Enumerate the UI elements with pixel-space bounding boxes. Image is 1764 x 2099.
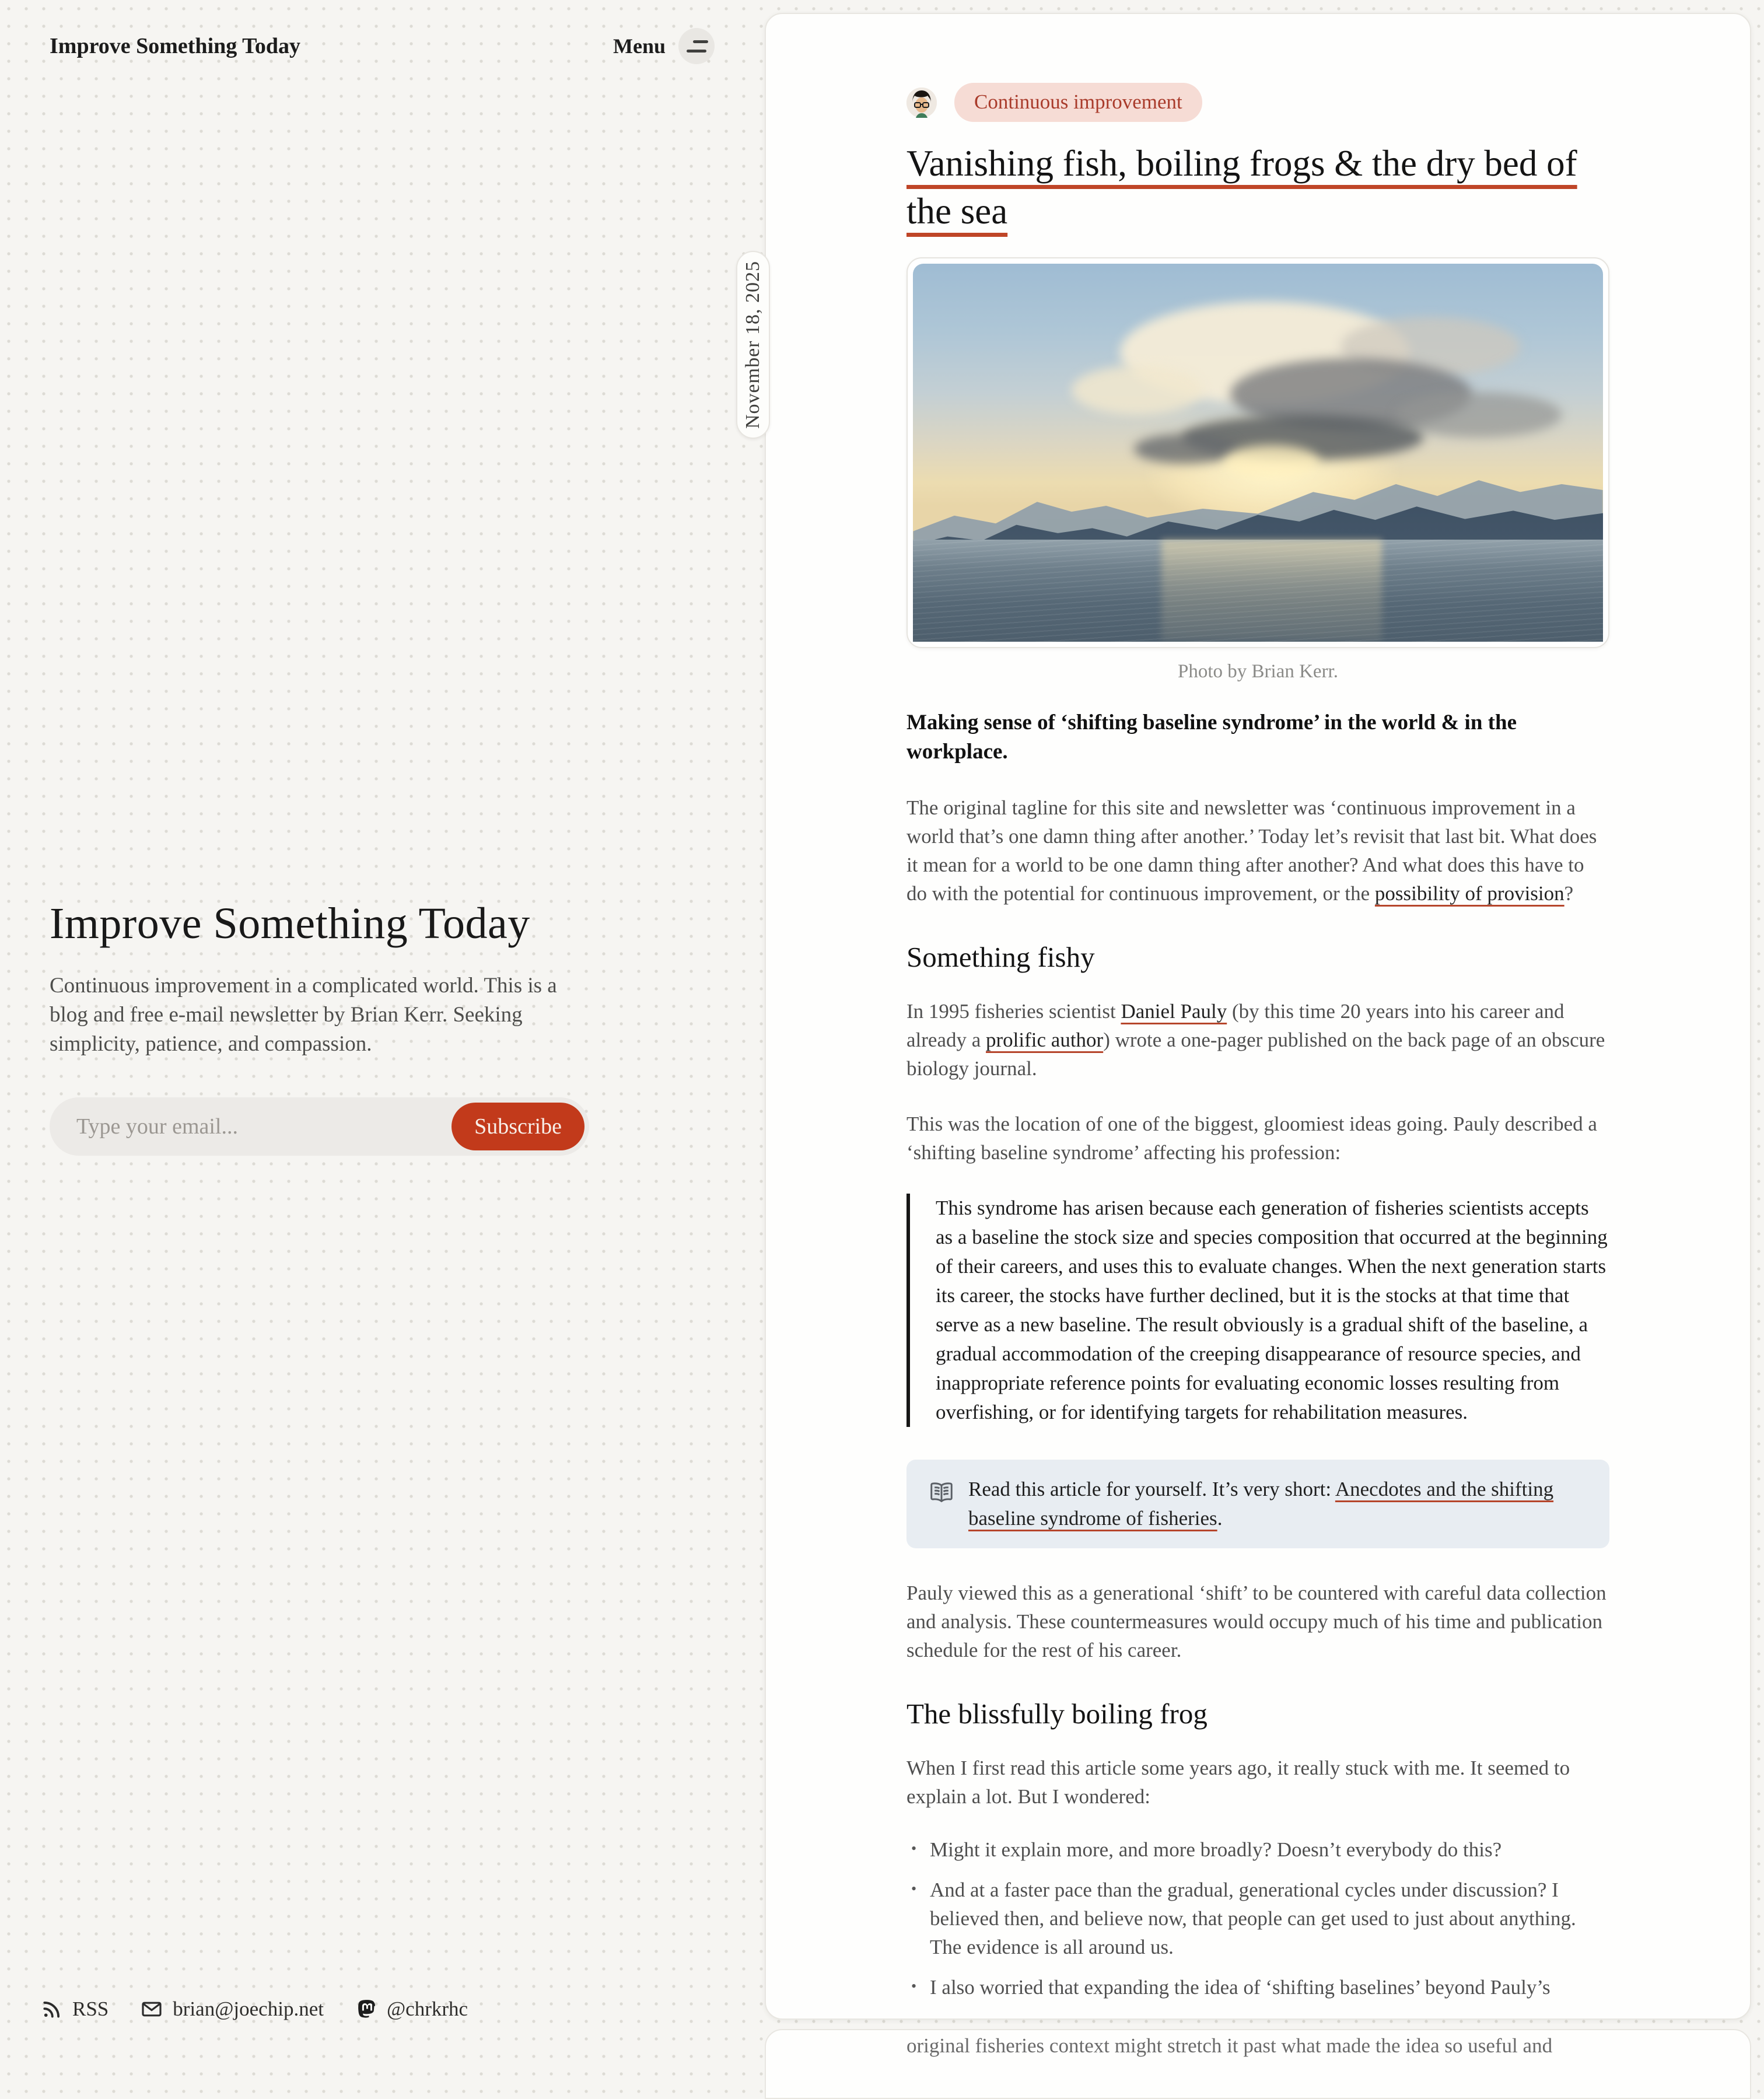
menu-label[interactable]: Menu <box>613 34 666 58</box>
mastodon-icon <box>355 1998 377 2020</box>
rss-link[interactable] <box>41 1997 108 2021</box>
post-date-tab <box>736 251 770 439</box>
wondered-list <box>907 1835 1609 2002</box>
fishy-paragraph-2: This was the location of one of the biggest, gloomiest ideas going. Pauly described a ‘shifting baseline syndrome’ affecting his profession: <box>907 1113 1597 1164</box>
post-title-link[interactable]: Vanishing fish, boiling frogs & the dry bed of the sea <box>907 143 1577 232</box>
text-segment: Read this article for yourself. It’s very short: <box>968 1478 1335 1500</box>
site-header <box>50 28 715 64</box>
subscribe-button[interactable]: Subscribe <box>452 1103 584 1150</box>
site-title: Improve Something Today <box>50 34 301 58</box>
post-photo-frame <box>907 257 1609 648</box>
inline-link[interactable]: Daniel Pauly <box>1121 1000 1227 1023</box>
mastodon-link[interactable] <box>355 1997 468 2021</box>
text-segment: ? <box>1564 882 1574 905</box>
text-segment: (by this time 20 years into his career and already a <box>907 1000 1564 1051</box>
rss-label: RSS <box>72 1997 109 2020</box>
text-segment: The original tagline for this site and newsletter was ‘continuous improvement in a world that’s one damn thing after another.’ Today let’s revisit that last bit. What does it mean for a world to be one damn thing after another? And what does this have to do with the potential for continuous improvement, or the <box>907 796 1597 905</box>
list-item: • Might it explain more, and more broadly? Doesn’t everybody do this? <box>907 1835 1609 1864</box>
post-title <box>907 139 1609 235</box>
article-lede: Making sense of ‘shifting baseline syndrome’ in the world & in the workplace. <box>907 711 1517 764</box>
inline-link[interactable]: prolific author <box>986 1028 1104 1051</box>
text-segment: In 1995 fisheries scientist <box>907 1000 1121 1023</box>
article-card <box>765 13 1751 2020</box>
photo-caption: Photo by Brian Kerr. <box>1178 661 1338 682</box>
fishy-paragraph-1 <box>907 997 1609 1083</box>
list-item: • I also worried that expanding the idea of ‘shifting baselines’ beyond Pauly’s <box>907 1973 1609 2002</box>
open-book-icon <box>929 1481 954 1507</box>
menu-button[interactable] <box>678 28 715 64</box>
article-meta <box>907 83 1609 122</box>
frog-paragraph: When I first read this article some years ago, it really stuck with me. It seemed to explain a lot. But I wondered: <box>907 1757 1570 1808</box>
envelope-icon <box>140 1997 163 2021</box>
clipped-text-line: original fisheries context might stretch it past what made the idea so useful and <box>907 2034 1553 2057</box>
category-tag[interactable]: Continuous improvement <box>954 83 1202 122</box>
rss-icon <box>41 1998 63 2020</box>
blog-title: Improve Something Today <box>50 899 530 948</box>
callout-text <box>968 1475 1587 1533</box>
blog-description: Continuous improvement in a complicated world. This is a blog and free e-mail newsletter by Brian Kerr. Seeking simplicity, patience, and compassion. <box>50 974 557 1056</box>
email-label: brian@joechip.net <box>173 1997 324 2020</box>
pauly-blockquote: This syndrome has arisen because each generation of fisheries scientists accepts as a baseline the stock size and species composition that occurred at the beginning of their careers, and uses this to evaluate changes. When the next generation starts its career, the stocks have further declined, but it is the stocks at that time that serve as a new baseline. The result obviously is a gradual shift of the baseline, a gradual accommodation of the creeping disappearance of resource species, and inappropriate reference points for evaluating economic losses resulting from overfishing, or for identifying targets for rehabilitation measures. <box>907 1194 1609 1427</box>
section-heading-fishy: Something fishy <box>907 941 1095 973</box>
read-article-callout <box>907 1460 1609 1548</box>
list-item: • And at a faster pace than the gradual, generational cycles under discussion? I believed then, and believe now, that people can get used to just about anything. The evidence is all around us. <box>907 1876 1609 1961</box>
inline-link[interactable]: Anecdotes and the shifting baseline syndrome of fisheries <box>968 1478 1554 1530</box>
menu-group <box>613 28 715 64</box>
site-footer <box>41 1997 468 2021</box>
sidebar <box>50 898 592 1156</box>
post-photo <box>913 264 1603 642</box>
article-card-continued <box>765 2029 1751 2099</box>
subscribe-form <box>50 1097 589 1156</box>
inline-link[interactable]: possibility of provision <box>1374 882 1564 905</box>
intro-paragraph <box>907 793 1609 908</box>
text-segment: ) wrote a one-pager published on the back page of an obscure biology journal. <box>907 1028 1605 1080</box>
text-segment: . <box>1217 1507 1223 1530</box>
email-link[interactable] <box>140 1997 324 2021</box>
author-avatar <box>907 88 937 118</box>
post-date: November 18, 2025 <box>742 260 764 429</box>
mastodon-label: @chrkrhc <box>386 1997 468 2020</box>
after-paragraph: Pauly viewed this as a generational ‘shift’ to be countered with careful data collection and analysis. These countermeasures would occupy much of his time and publication schedule for the rest of his career. <box>907 1582 1606 1661</box>
section-heading-frog: The blissfully boiling frog <box>907 1698 1208 1730</box>
